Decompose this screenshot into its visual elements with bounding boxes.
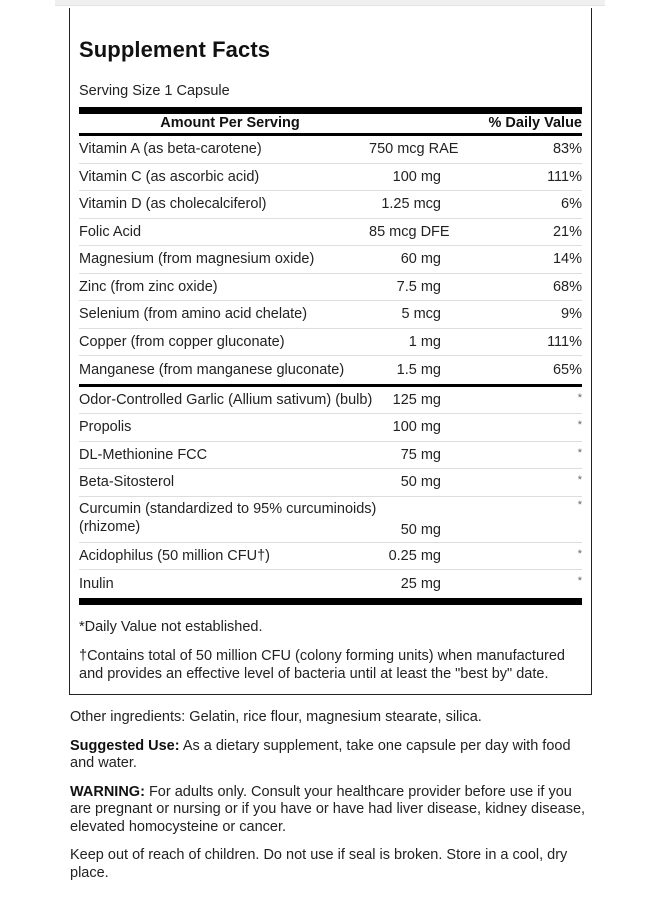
nutrient-dv: 6% bbox=[561, 196, 582, 213]
ingredient-row bbox=[79, 414, 582, 442]
ingredient-amount: 25 mg bbox=[400, 575, 441, 592]
divider-thick-top bbox=[79, 107, 582, 114]
supplement-facts-panel bbox=[69, 8, 592, 695]
other-ingredients: Other ingredients: Gelatin, rice flour, magnesium stearate, silica. bbox=[70, 709, 482, 725]
nutrient-name: Zinc (from zinc oxide) bbox=[79, 278, 218, 295]
ingredient-name: Odor-Controlled Garlic (Allium sativum) (bulb) bbox=[79, 391, 373, 408]
nutrient-dv: 9% bbox=[561, 306, 582, 323]
nutrient-dv: 14% bbox=[552, 251, 582, 268]
nutrient-row bbox=[79, 329, 582, 357]
nutrient-name: Vitamin C (as ascorbic acid) bbox=[79, 168, 260, 185]
nutrient-amount: 85 mcg DFE bbox=[369, 223, 450, 240]
nutrient-row bbox=[79, 164, 582, 192]
label-text-section bbox=[70, 709, 595, 893]
dv-asterisk: * bbox=[577, 547, 582, 560]
suggested-use bbox=[70, 738, 595, 773]
table-header bbox=[79, 114, 582, 133]
warning-text: For adults only. Consult your healthcare provider before use if you are pregnant or nursing or if you have or have had liver disease, kidney disease, elevated homocysteine or cancer. bbox=[70, 783, 586, 835]
nutrient-amount: 60 mg bbox=[400, 251, 441, 268]
other-actives-list bbox=[79, 387, 582, 598]
dv-asterisk: * bbox=[577, 575, 582, 587]
nutrient-dv: 83% bbox=[552, 141, 582, 158]
facts-title: Supplement Facts bbox=[79, 37, 271, 62]
ingredient-row bbox=[79, 469, 582, 497]
warning-label: WARNING: bbox=[70, 783, 145, 800]
nutrient-row bbox=[79, 274, 582, 302]
vitamins-minerals-list bbox=[79, 136, 582, 384]
nutrient-dv: 68% bbox=[552, 278, 582, 295]
nutrient-dv: 111% bbox=[547, 168, 582, 185]
nutrient-name: Vitamin D (as cholecalciferol) bbox=[79, 196, 267, 213]
ingredient-row bbox=[79, 387, 582, 415]
nutrient-row bbox=[79, 301, 582, 329]
nutrient-name: Selenium (from amino acid chelate) bbox=[79, 306, 308, 323]
ingredient-amount: 50 mg bbox=[400, 521, 441, 538]
nutrient-amount: 1.5 mg bbox=[396, 361, 441, 378]
nutrient-amount: 1 mg bbox=[408, 333, 441, 350]
nutrient-amount: 100 mg bbox=[392, 168, 441, 185]
ingredient-row bbox=[79, 570, 582, 598]
header-daily-value: % Daily Value bbox=[488, 115, 582, 131]
ingredient-name: Acidophilus (50 million CFU†) bbox=[79, 547, 270, 564]
dv-asterisk: * bbox=[577, 446, 582, 459]
nutrient-name: Vitamin A (as beta-carotene) bbox=[79, 141, 262, 158]
ingredient-amount: 75 mg bbox=[400, 446, 441, 463]
nutrient-name: Magnesium (from magnesium oxide) bbox=[79, 251, 315, 268]
nutrient-row bbox=[79, 219, 582, 247]
nutrient-name: Copper (from copper gluconate) bbox=[79, 333, 285, 350]
nutrient-row bbox=[79, 356, 582, 384]
warning bbox=[70, 784, 595, 837]
nutrient-amount: 1.25 mcg bbox=[381, 196, 441, 213]
dv-asterisk: * bbox=[577, 474, 582, 486]
dv-asterisk: * bbox=[577, 391, 582, 404]
nutrient-dv: 65% bbox=[552, 361, 582, 378]
suggested-use-text: As a dietary supplement, take one capsule per day with food and water. bbox=[70, 737, 571, 771]
top-divider-strip bbox=[55, 0, 605, 6]
serving-size: Serving Size 1 Capsule bbox=[79, 83, 230, 99]
nutrient-amount: 7.5 mg bbox=[396, 278, 441, 295]
footnote-dv-not-established: *Daily Value not established. bbox=[79, 618, 263, 635]
ingredient-amount: 50 mg bbox=[400, 474, 441, 491]
ingredient-name: DL-Methionine FCC bbox=[79, 446, 208, 463]
ingredient-name: Inulin bbox=[79, 575, 114, 592]
nutrient-amount: 5 mcg bbox=[401, 306, 441, 323]
nutrient-name: Folic Acid bbox=[79, 223, 142, 240]
storage-instructions: Keep out of reach of children. Do not use if seal is broken. Store in a cool, dry place. bbox=[70, 847, 568, 881]
ingredient-row bbox=[79, 543, 582, 571]
ingredient-amount: 125 mg bbox=[392, 391, 441, 408]
ingredient-name: Beta-Sitosterol bbox=[79, 474, 175, 491]
suggested-use-label: Suggested Use: bbox=[70, 737, 180, 754]
dv-asterisk: * bbox=[577, 498, 582, 511]
ingredient-name: Curcumin (standardized to 95% curcuminoids) (rhizome) bbox=[79, 500, 377, 535]
ingredient-amount: 100 mg bbox=[392, 419, 441, 436]
ingredient-amount: 0.25 mg bbox=[388, 547, 441, 564]
nutrient-amount: 750 mcg RAE bbox=[369, 141, 459, 158]
nutrient-dv: 111% bbox=[547, 333, 582, 350]
ingredient-row bbox=[79, 442, 582, 470]
dv-asterisk: * bbox=[577, 419, 582, 431]
nutrient-row bbox=[79, 191, 582, 219]
ingredient-row bbox=[79, 497, 582, 543]
nutrient-name: Manganese (from manganese gluconate) bbox=[79, 361, 345, 378]
footnotes bbox=[79, 605, 582, 683]
ingredient-name: Propolis bbox=[79, 419, 132, 436]
nutrient-dv: 21% bbox=[552, 223, 582, 240]
nutrient-row bbox=[79, 246, 582, 274]
header-amount-per-serving: Amount Per Serving bbox=[160, 115, 300, 131]
nutrient-row bbox=[79, 136, 582, 164]
footnote-cfu: †Contains total of 50 million CFU (colony forming units) when manufactured and provides an effective level of bacteria until at least the "best by" date. bbox=[79, 647, 565, 682]
divider-thick-bottom bbox=[79, 598, 582, 605]
